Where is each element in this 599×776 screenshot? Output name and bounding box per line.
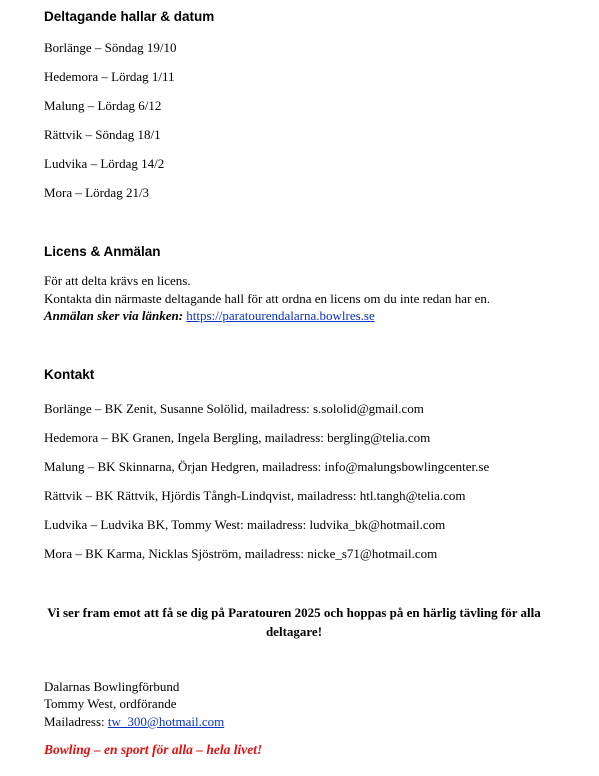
hall-item: Malung – Lördag 6/12 <box>44 98 162 113</box>
contact-item: Hedemora – BK Granen, Ingela Bergling, mailadress: bergling@telia.com <box>44 430 431 445</box>
signature-mail-line <box>44 714 224 730</box>
hall-item: Borlänge – Söndag 19/10 <box>44 40 177 55</box>
hall-item: Ludvika – Lördag 14/2 <box>44 156 165 171</box>
halls-heading: Deltagande hallar & datum <box>44 9 215 24</box>
contact-item: Borlänge – BK Zenit, Susanne Solölid, mailadress: s.sololid@gmail.com <box>44 401 424 416</box>
contact-item: Ludvika – Ludvika BK, Tommy West: mailadress: ludvika_bk@hotmail.com <box>44 517 446 532</box>
license-text-2: Kontakta din närmaste deltagande hall för att ordna en licens om du inte redan har en. <box>44 291 491 306</box>
hall-item: Hedemora – Lördag 1/11 <box>44 69 175 84</box>
signup-link[interactable]: https://paratourendalarna.bowlres.se <box>186 308 375 323</box>
license-text-1: För att delta krävs en licens. <box>44 273 191 288</box>
signature-person: Tommy West, ordförande <box>44 696 177 711</box>
contact-heading: Kontakt <box>44 367 95 382</box>
signature-mail-label: Mailadress: <box>44 714 108 729</box>
contact-item: Mora – BK Karma, Nicklas Sjöström, mailadress: nicke_s71@hotmail.com <box>44 546 438 561</box>
license-heading: Licens & Anmälan <box>44 244 161 259</box>
signup-label: Anmälan sker via länken: <box>44 308 184 323</box>
contact-item: Malung – BK Skinnarna, Örjan Hedgren, mailadress: info@malungsbowlingcenter.se <box>44 459 490 474</box>
closing-message: Vi ser fram emot att få se dig på Paratouren 2025 och hoppas på en härlig tävling för alla deltagare! <box>47 605 541 639</box>
hall-item: Mora – Lördag 21/3 <box>44 185 150 200</box>
slogan: Bowling – en sport för alla – hela livet! <box>44 742 263 757</box>
signature-mail-link[interactable]: tw_300@hotmail.com <box>107 714 225 729</box>
contact-item: Rättvik – BK Rättvik, Hjördis Tångh-Lindqvist, mailadress: htl.tangh@telia.com <box>44 488 466 503</box>
hall-item: Rättvik – Söndag 18/1 <box>44 127 161 142</box>
signature-org: Dalarnas Bowlingförbund <box>44 679 180 694</box>
signup-line <box>44 308 375 324</box>
